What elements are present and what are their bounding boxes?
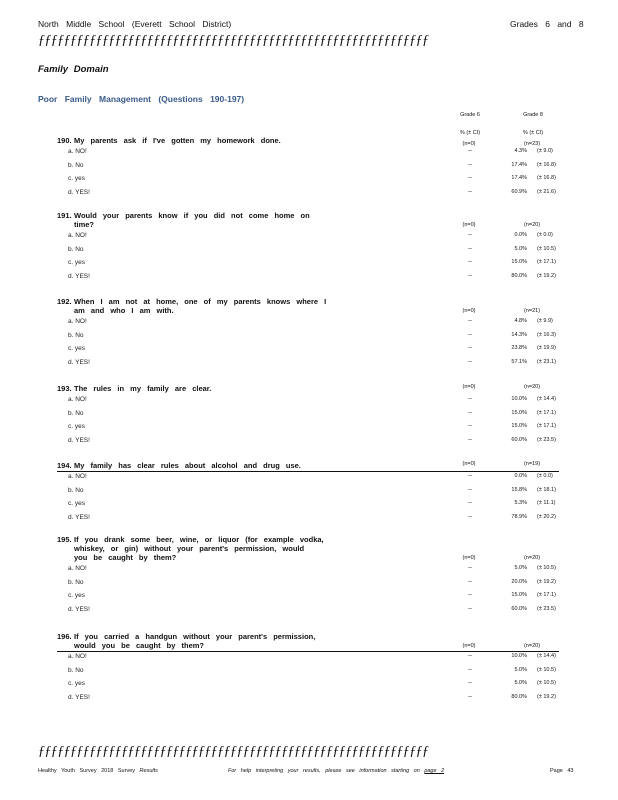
question-text-line: My family has clear rules about alcohol and drug use. — [74, 461, 301, 470]
response-option-label: c. yes — [68, 592, 85, 599]
grade6-value: -- — [468, 423, 472, 429]
sample-size-grade6: (n=0) — [462, 141, 476, 147]
question-text-line: would you be caught by them? — [74, 641, 205, 650]
response-option-label: a. NO! — [68, 565, 87, 572]
grade6-value: -- — [468, 592, 472, 598]
grade8-percent: 57.1% — [511, 358, 527, 365]
grade6-value: -- — [468, 565, 472, 571]
grade8-percent: 15.0% — [511, 423, 527, 429]
grade8-percent: 15.0% — [511, 409, 527, 416]
grade8-confidence-interval: (± 10.5) — [537, 666, 556, 673]
grade8-percent: 15.0% — [511, 592, 527, 598]
grade6-value: -- — [468, 148, 472, 154]
response-option-label: b. No — [68, 486, 84, 494]
grade8-percent: 10.0% — [511, 396, 527, 402]
question-text-line: When I am not at home, one of my parents knows where I — [74, 297, 327, 306]
grade6-value: -- — [468, 245, 472, 252]
response-option-label: b. No — [68, 245, 84, 253]
sample-size-grade8: (n=20) — [523, 384, 541, 390]
sample-size-grade6: (n=0) — [462, 222, 476, 228]
grade8-confidence-interval: (± 9.9) — [537, 318, 553, 324]
sample-size-grade8: (n=20) — [523, 555, 541, 561]
grade8-percent: 60.9% — [511, 188, 527, 195]
grade8-confidence-interval: (± 11.1) — [537, 500, 556, 506]
grade6-value: -- — [468, 232, 472, 238]
footer-survey-name — [38, 768, 158, 774]
grade8-confidence-interval: (± 9.0) — [537, 148, 553, 154]
grade6-value: -- — [468, 666, 472, 673]
response-option-label: b. No — [68, 331, 84, 339]
grade8-percent: 15.8% — [511, 486, 527, 493]
column-header-grade6: Grade 6 — [460, 112, 480, 118]
grade6-value: -- — [468, 653, 472, 659]
grade8-confidence-interval: (± 23.5) — [537, 436, 556, 443]
sample-size-grade8: (n=20) — [523, 222, 541, 228]
response-option-label: d. YES! — [68, 272, 90, 280]
question-divider — [57, 471, 559, 472]
question-number: 195. — [57, 535, 72, 544]
response-option-label: d. YES! — [68, 513, 90, 521]
grade8-percent: 17.4% — [511, 175, 527, 181]
footer-survey: Healthy Youth Survey 2018 Survey — [38, 768, 136, 774]
grade6-value: -- — [468, 161, 472, 168]
question-text-line: whiskey, or gin) without your parent's permission, would — [74, 544, 305, 553]
grade8-confidence-interval: (± 10.5) — [537, 680, 556, 686]
question-number: 190. — [57, 136, 72, 145]
grade8-confidence-interval: (± 19.2) — [537, 272, 556, 279]
grade8-confidence-interval: (± 19.9) — [537, 345, 556, 351]
grade8-percent: 17.4% — [511, 161, 527, 168]
sample-size-grade8: (n=20) — [523, 643, 541, 649]
grade8-confidence-interval: (± 20.2) — [537, 513, 556, 520]
grade6-value: -- — [468, 486, 472, 493]
grade6-value: -- — [468, 473, 472, 479]
grade8-confidence-interval: (± 17.1) — [537, 423, 556, 429]
grade8-percent: 78.9% — [511, 513, 527, 520]
grade8-confidence-interval: (± 14.4) — [537, 396, 556, 402]
response-option-label: a. NO! — [68, 318, 87, 325]
response-option-label: c. yes — [68, 175, 85, 182]
grade6-value: -- — [468, 680, 472, 686]
response-option-label: a. NO! — [68, 473, 87, 480]
grade8-percent: 60.0% — [511, 436, 527, 443]
question-text-line: am and who I am with. — [74, 306, 174, 315]
response-option-label: a. NO! — [68, 232, 87, 239]
grade6-value: -- — [468, 345, 472, 351]
grade8-percent: 20.0% — [511, 578, 527, 585]
grade8-confidence-interval: (± 0.0) — [537, 232, 553, 238]
sample-size-grade8: (n=19) — [523, 461, 541, 467]
grade8-percent: 5.0% — [514, 245, 527, 252]
sample-size-grade6: (n=0) — [462, 384, 476, 390]
grade8-percent: 23.8% — [511, 345, 527, 351]
response-option-label: d. YES! — [68, 605, 90, 613]
grade8-percent: 5.0% — [514, 565, 527, 571]
domain-title: Family Domain — [38, 64, 109, 75]
question-text-line: The rules in my family are clear. — [74, 384, 212, 393]
header-separator: ƒƒƒƒƒƒƒƒƒƒƒƒƒƒƒƒƒƒƒƒƒƒƒƒƒƒƒƒƒƒƒƒƒƒƒƒƒƒƒƒƒƒƒƒƒƒƒƒƒƒƒƒƒƒƒƒƒƒƒƒƒ — [38, 33, 429, 48]
question-text-line: My parents ask if I've gotten my homework done. — [74, 136, 281, 145]
grade8-percent: 5.3% — [514, 500, 527, 506]
grade8-percent: 14.3% — [511, 331, 527, 338]
response-option-label: d. YES! — [68, 358, 90, 366]
response-option-label: b. No — [68, 666, 84, 674]
grade8-confidence-interval: (± 21.6) — [537, 188, 556, 195]
grade8-percent: 5.0% — [514, 680, 527, 686]
grade8-confidence-interval: (± 0.0) — [537, 473, 553, 479]
grade8-percent: 10.0% — [511, 653, 527, 659]
grade6-value: -- — [468, 175, 472, 181]
question-text-line: you be caught by them? — [74, 553, 177, 562]
grade8-confidence-interval: (± 23.5) — [537, 605, 556, 612]
grade8-confidence-interval: (± 10.5) — [537, 565, 556, 571]
response-option-label: c. yes — [68, 345, 85, 352]
section-title: Poor Family Management (Questions 190-197) — [38, 94, 245, 104]
grade8-confidence-interval: (± 16.3) — [537, 331, 556, 338]
response-option-label: d. YES! — [68, 693, 90, 701]
grade8-percent: 0.0% — [514, 473, 527, 479]
sample-size-grade8: (n=23) — [523, 141, 541, 147]
footer-help — [228, 768, 444, 774]
grade8-percent: 80.0% — [511, 272, 527, 279]
sample-size-grade8: (n=21) — [523, 308, 541, 314]
grade8-percent: 15.0% — [511, 259, 527, 265]
grade8-percent: 5.0% — [514, 666, 527, 673]
grade8-confidence-interval: (± 18.1) — [537, 486, 556, 493]
response-option-label: d. YES! — [68, 188, 90, 196]
response-option-label: b. No — [68, 578, 84, 586]
grade6-value: -- — [468, 358, 472, 365]
grade6-value: -- — [468, 259, 472, 265]
response-option-label: c. yes — [68, 423, 85, 430]
grade8-confidence-interval: (± 16.8) — [537, 161, 556, 168]
footer-page-number: Page 43 — [550, 768, 574, 774]
grade8-percent: 4.8% — [514, 318, 527, 324]
footer-separator: ƒƒƒƒƒƒƒƒƒƒƒƒƒƒƒƒƒƒƒƒƒƒƒƒƒƒƒƒƒƒƒƒƒƒƒƒƒƒƒƒƒƒƒƒƒƒƒƒƒƒƒƒƒƒƒƒƒƒƒƒƒ — [38, 744, 429, 759]
grade8-confidence-interval: (± 19.2) — [537, 578, 556, 585]
report-header-grades: Grades 6 and 8 — [510, 19, 584, 29]
grade6-value: -- — [468, 409, 472, 416]
grade6-value: -- — [468, 331, 472, 338]
grade6-value: -- — [468, 436, 472, 443]
grade6-value: -- — [468, 693, 472, 700]
footer-help-page-link[interactable]: page 2 — [424, 768, 445, 774]
response-option-label: a. NO! — [68, 653, 87, 660]
column-header-grade8: Grade 8 — [523, 112, 543, 118]
sample-size-grade6: (n=0) — [462, 461, 476, 467]
sample-size-grade6: (n=0) — [462, 555, 476, 561]
grade8-confidence-interval: (± 23.1) — [537, 358, 556, 365]
grade8-percent: 0.0% — [514, 232, 527, 238]
grade8-confidence-interval: (± 16.8) — [537, 175, 556, 181]
grade6-value: -- — [468, 578, 472, 585]
grade8-confidence-interval: (± 17.1) — [537, 592, 556, 598]
response-option-label: d. YES! — [68, 436, 90, 444]
grade6-value: -- — [468, 500, 472, 506]
question-number: 192. — [57, 297, 72, 306]
question-number: 196. — [57, 632, 72, 641]
column-subheader-grade6: % (± CI) — [459, 130, 481, 136]
question-number: 191. — [57, 211, 72, 220]
grade8-percent: 4.3% — [514, 148, 527, 154]
question-text-line: Would your parents know if you did not come home on — [74, 211, 310, 220]
response-option-label: a. NO! — [68, 396, 87, 403]
response-option-label: a. NO! — [68, 148, 87, 155]
grade8-confidence-interval: (± 10.5) — [537, 245, 556, 252]
grade8-percent: 60.0% — [511, 605, 527, 612]
response-option-label: b. No — [68, 161, 84, 169]
response-option-label: b. No — [68, 409, 84, 417]
grade8-percent: 80.0% — [511, 693, 527, 700]
grade8-confidence-interval: (± 14.4) — [537, 653, 556, 659]
report-header-school: North Middle School (Everett School District) — [38, 19, 232, 29]
question-number: 194. — [57, 461, 72, 470]
question-number: 193. — [57, 384, 72, 393]
sample-size-grade6: (n=0) — [462, 643, 476, 649]
grade8-confidence-interval: (± 17.1) — [537, 259, 556, 265]
grade8-confidence-interval: (± 19.2) — [537, 693, 556, 700]
grade6-value: -- — [468, 605, 472, 612]
response-option-label: c. yes — [68, 680, 85, 687]
footer-results: Results — [139, 768, 158, 774]
footer-help-text: For help interpreting your results, please see information starting on — [228, 768, 420, 774]
response-option-label: c. yes — [68, 500, 85, 507]
question-text-line: If you drank some beer, wine, or liquor (for example vodka, — [74, 535, 324, 544]
sample-size-grade6: (n=0) — [462, 308, 476, 314]
grade6-value: -- — [468, 513, 472, 520]
grade6-value: -- — [468, 318, 472, 324]
response-option-label: c. yes — [68, 259, 85, 266]
grade8-confidence-interval: (± 17.1) — [537, 409, 556, 416]
grade6-value: -- — [468, 272, 472, 279]
question-text-line: time? — [74, 220, 95, 229]
question-text-line: If you carried a handgun without your parent's permission, — [74, 632, 316, 641]
grade6-value: -- — [468, 396, 472, 402]
question-divider — [57, 651, 559, 652]
grade6-value: -- — [468, 188, 472, 195]
column-subheader-grade8: % (± CI) — [522, 130, 544, 136]
